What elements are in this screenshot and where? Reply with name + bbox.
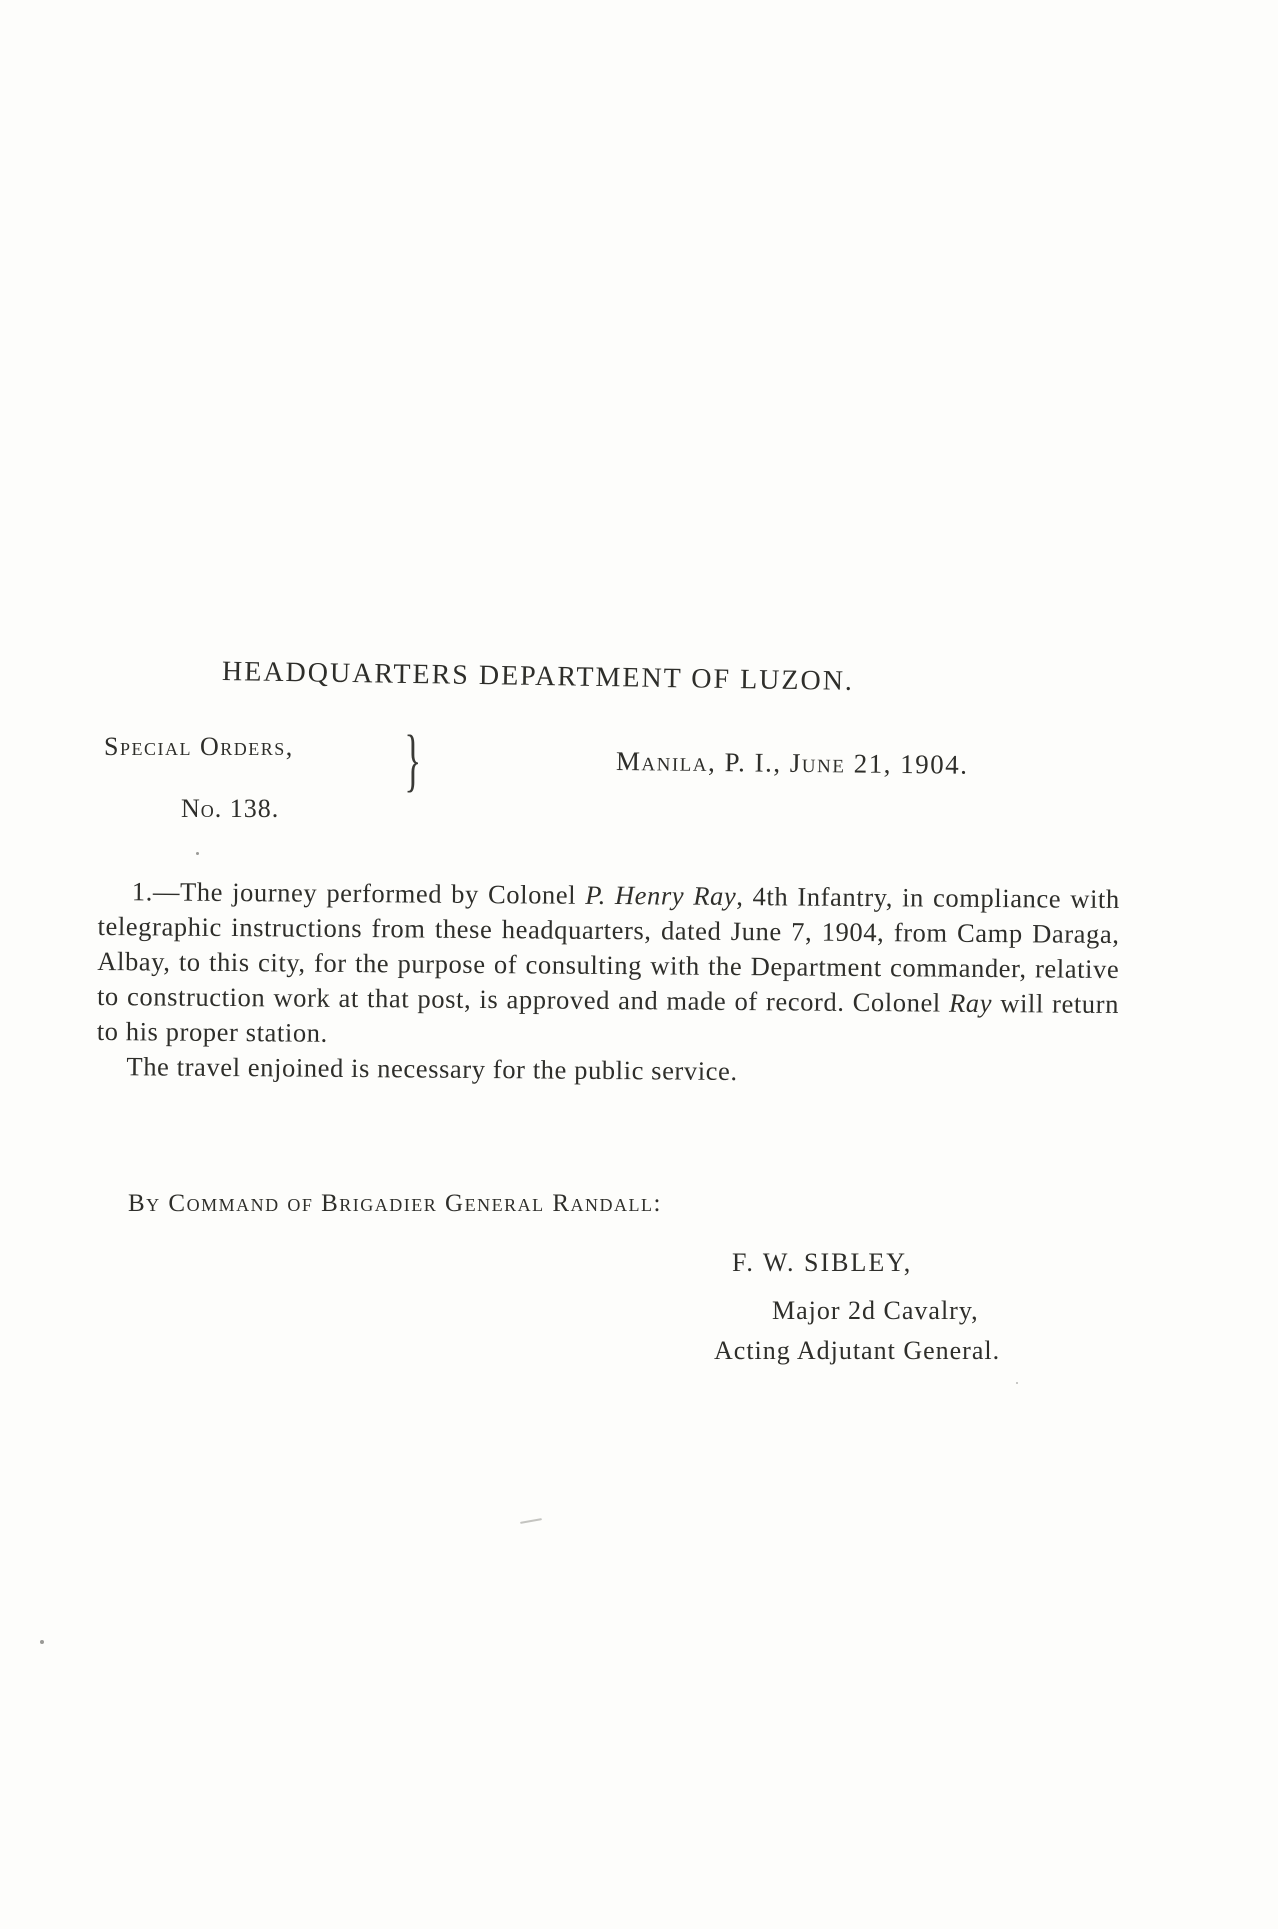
order-number-label: No. 138.	[181, 794, 280, 823]
document-heading: HEADQUARTERS DEPARTMENT OF LUZON.	[221, 656, 855, 697]
signatory-rank: Major 2d Cavalry,	[772, 1296, 979, 1325]
paragraph-1-lead: 1.—The journey performed by Colonel	[131, 876, 586, 910]
brace-glyph: }	[404, 722, 422, 799]
signatory-name: F. W. SIBLEY,	[732, 1248, 913, 1277]
paper-speck	[196, 852, 199, 855]
signatory-title: Acting Adjutant General.	[714, 1336, 1001, 1365]
paper-speck	[520, 1518, 542, 1524]
paper-speck	[1016, 1382, 1018, 1384]
paragraph-1	[97, 874, 1120, 1057]
officer-name-full: P. Henry Ray	[585, 879, 737, 912]
paper-speck	[40, 1640, 44, 1644]
paragraph-2: The travel enjoined is necessary for the public service.	[126, 1051, 738, 1087]
order-body	[96, 874, 1120, 1092]
paragraph-1-end: will return to his proper station.	[96, 988, 1120, 1048]
place-and-date: Manila, P. I., June 21, 1904.	[615, 746, 969, 780]
officer-name-short: Ray	[948, 987, 993, 1019]
command-line: By Command of Brigadier General Randall:	[128, 1190, 662, 1217]
order-type-label: Special Orders,	[104, 732, 294, 761]
paragraph-1-middle: , 4th Infantry, in compliance with telegraphic instructions from these headquarters, dated June 7, 1904, from Camp Daraga, Albay, to this city, for the purpose of consulting with the Department commander, relative to construction work at that post, is approved and made of record. Colonel	[96, 881, 1120, 1018]
